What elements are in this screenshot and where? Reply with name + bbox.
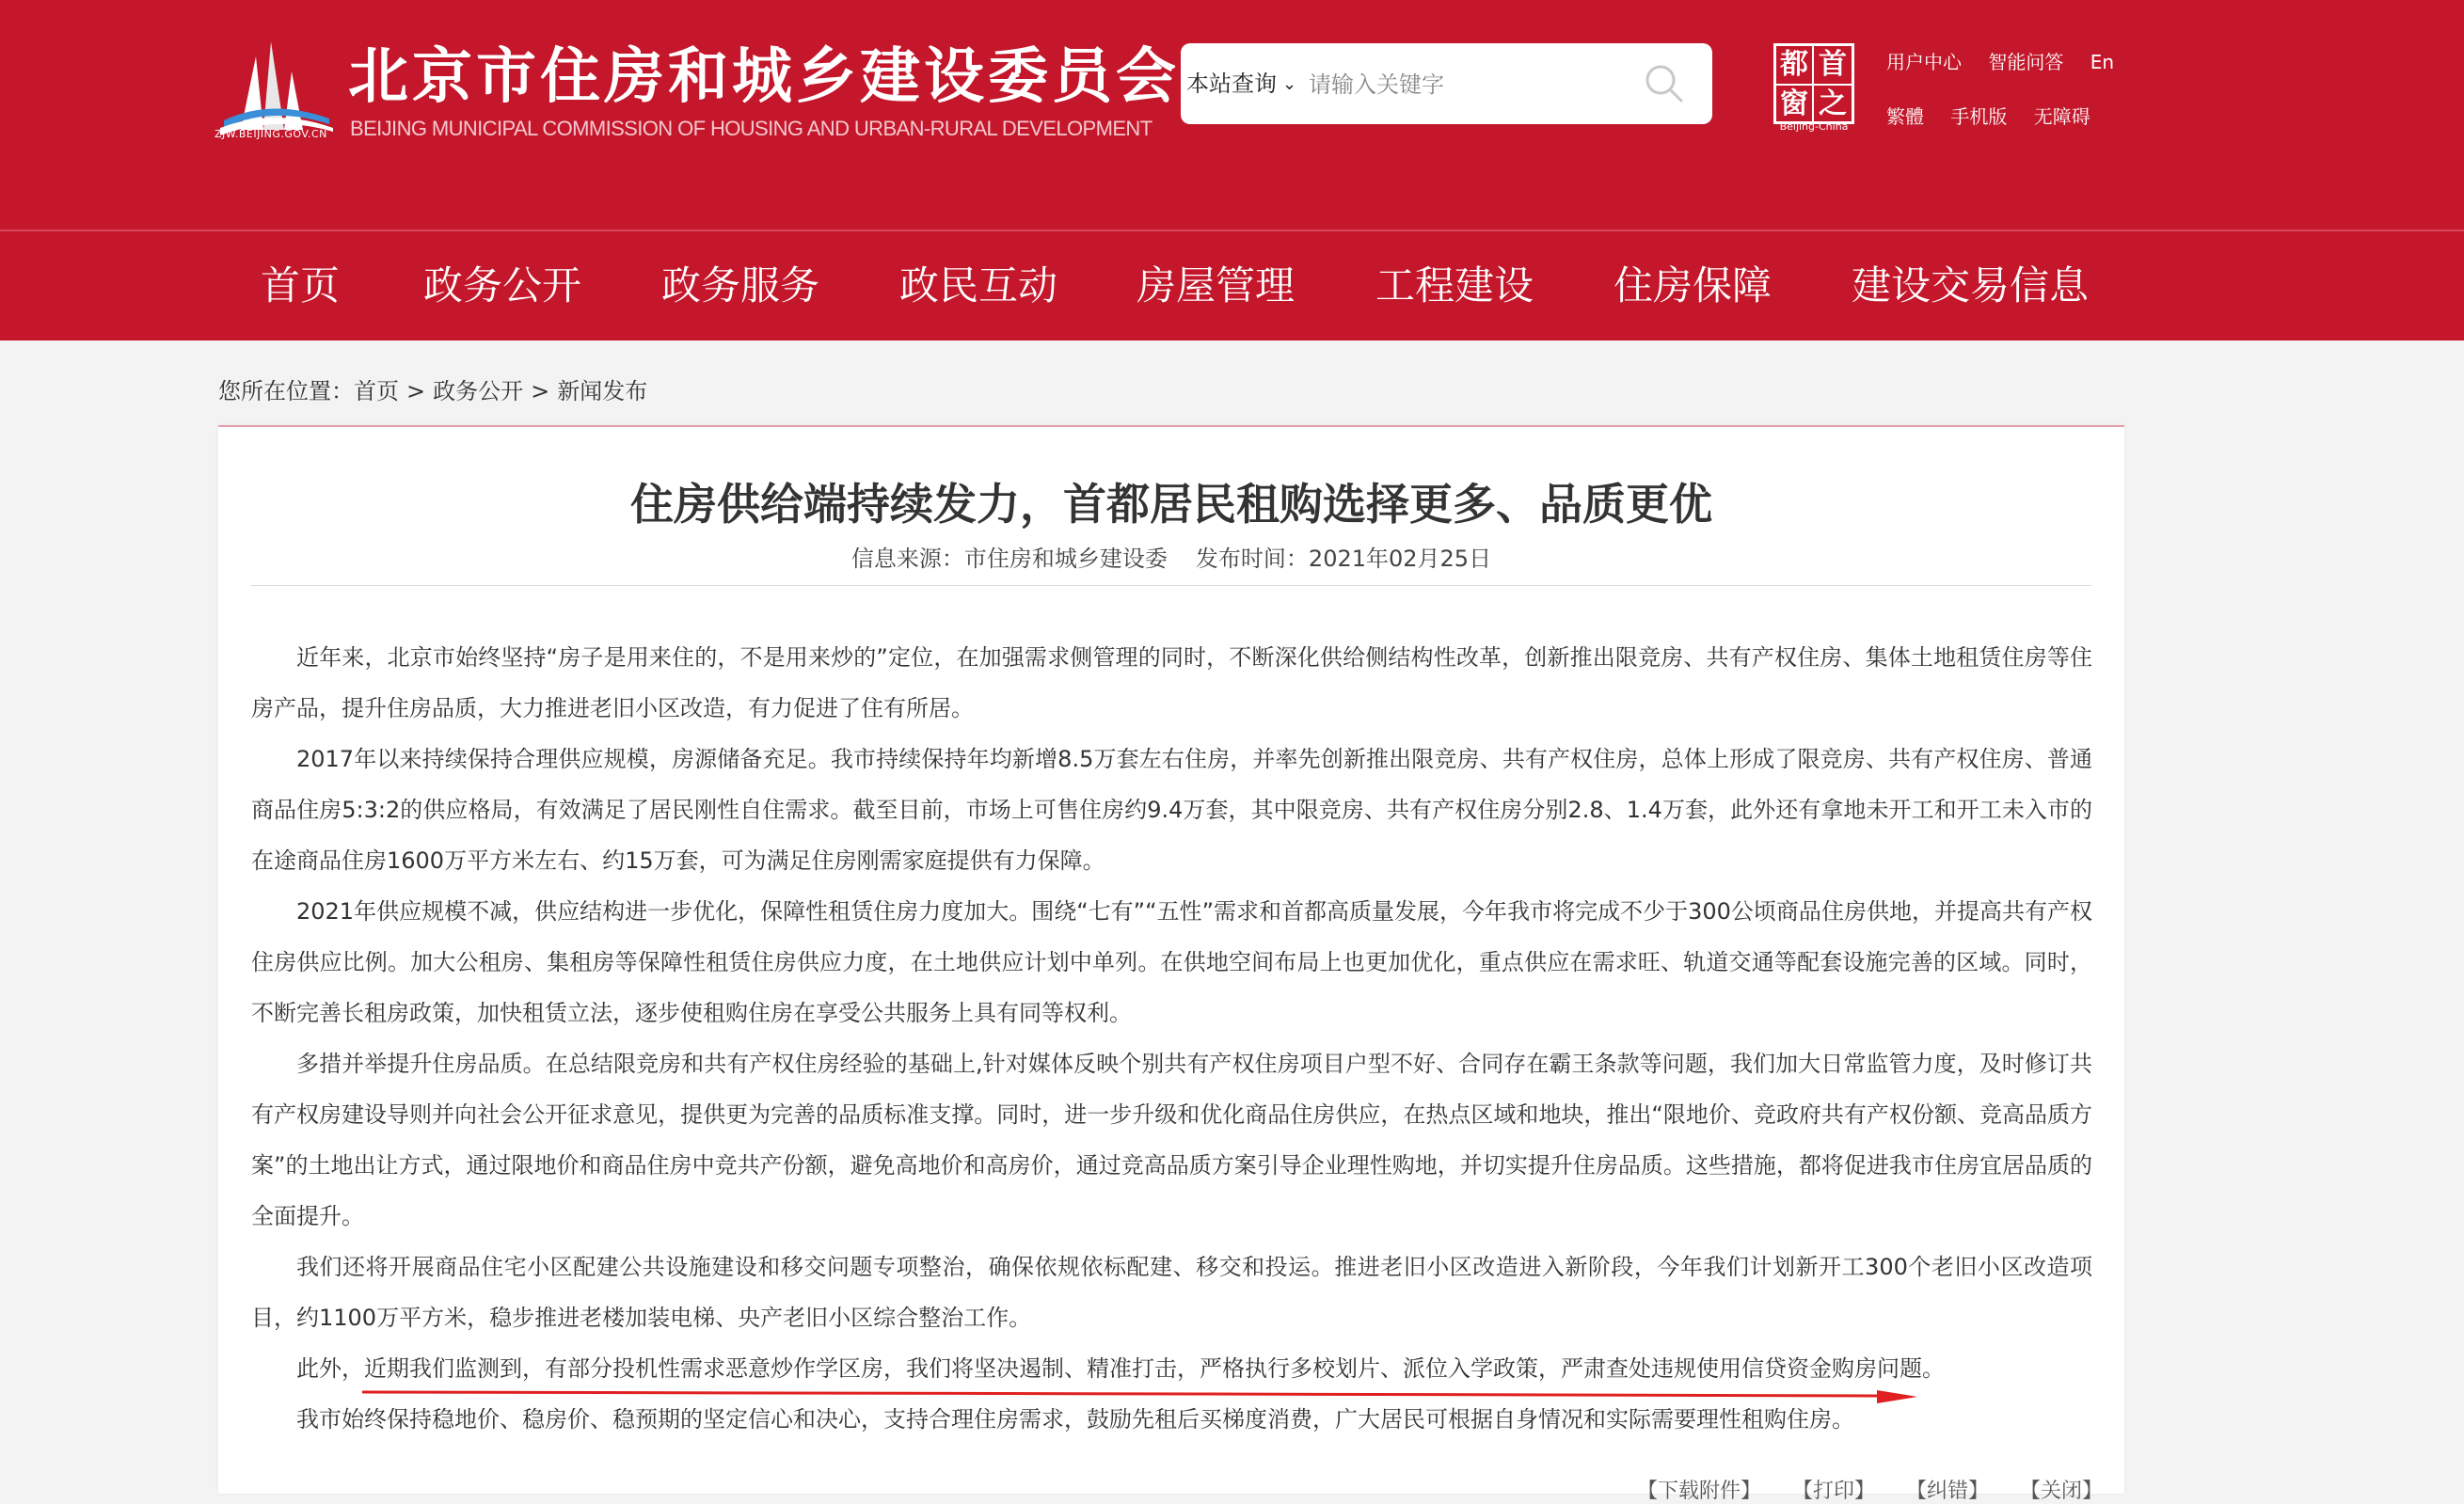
seal-char: 都 <box>1776 46 1814 86</box>
breadcrumb-separator: > <box>531 378 550 404</box>
capital-window-seal-logo[interactable] <box>1773 43 1854 124</box>
close-link[interactable]: 【关闭】 <box>2020 1480 2104 1503</box>
nav-item-government-affairs-public[interactable]: 政务公开 <box>423 262 582 309</box>
smart-qa-link[interactable]: 智能问答 <box>1988 51 2064 73</box>
nav-item-home[interactable]: 首页 <box>261 262 341 309</box>
chevron-down-icon: ⌄ <box>1282 74 1297 94</box>
meta-divider <box>251 585 2091 586</box>
accessibility-link[interactable]: 无障碍 <box>2033 105 2090 128</box>
breadcrumb-separator: > <box>406 378 426 404</box>
article-date: 发布时间：2021年02月25日 <box>1195 546 1492 572</box>
beijing-gov-logo-icon[interactable] <box>215 38 337 139</box>
nav-item-housing-management[interactable]: 房屋管理 <box>1137 262 1296 309</box>
nav-item-public-interaction[interactable]: 政民互动 <box>899 262 1058 309</box>
article-paragraph: 近年来，北京市始终坚持“房子是用来住的，不是用来炒的”定位，在加强需求侧管理的同时，不断深化供给侧结构性改革，创新推出限竞房、共有产权住房、集体土地租赁住房等住房产品，提升住房品质，大力推进老旧小区改造，有力促进了住有所居。 <box>251 644 2092 721</box>
article-title: 住房供给端持续发力，首都居民租购选择更多、品质更优 <box>630 479 1712 530</box>
seal-char: 首 <box>1814 46 1852 86</box>
article-paragraph: 我市始终保持稳地价、稳房价、稳预期的坚定信心和决心，支持合理住房需求，鼓励先租后买梯度消费，广大居民可根据自身情况和实际需要理性租购住房。 <box>296 1406 1854 1433</box>
nav-item-engineering-construction[interactable]: 工程建设 <box>1375 262 1534 309</box>
traditional-chinese-link[interactable]: 繁體 <box>1886 105 1924 128</box>
search-icon[interactable] <box>1643 62 1686 105</box>
article-panel <box>218 425 2124 1494</box>
article-paragraph: 2021年供应规模不减，供应结构进一步优化，保障性租赁住房力度加大。围绕“七有”“五性”需求和首都高质量发展，今年我市将完成不少于300公顷商品住房供地，并提高共有产权住房供应比例。加大公租房、集租房等保障性租赁住房供应力度，在土地供应计划中单列。在供地空间布局上也更加优化，重点供应在需求旺、轨道交通等配套设施完善的区域。同时，不断完善长租房政策，加快租赁立法，逐步使租购住房在享受公共服务上具有同等权利。 <box>251 898 2092 1026</box>
nav-item-housing-security[interactable]: 住房保障 <box>1614 262 1772 309</box>
article-paragraph: 多措并举提升住房品质。在总结限竞房和共有产权住房经验的基础上,针对媒体反映个别共有产权住房项目户型不好、合同存在霸王条款等问题，我们加大日常监管力度，及时修订共有产权房建设导则并向社会公开征求意见，提供更为完善的品质标准支撑。同时，进一步升级和优化商品住房供应，在热点区域和地块，推出“限地价、竞政府共有产权份额、竞高品质方案”的土地出让方式，通过限地价和商品住房中竞共产份额，避免高地价和高房价，通过竞高品质方案引导企业理性购地，并切实提升住房品质。这些措施，都将促进我市住房宜居品质的全面提升。 <box>251 1051 2092 1229</box>
seal-caption: Beijing-China <box>1779 120 1849 133</box>
article-meta <box>218 540 2124 573</box>
print-link[interactable]: 【打印】 <box>1792 1480 1876 1503</box>
breadcrumb-home[interactable]: 首页 <box>354 378 399 404</box>
breadcrumb-prefix: 您所在位置： <box>218 378 354 404</box>
site-header <box>0 0 2464 231</box>
site-subtitle: BEIJING MUNICIPAL COMMISSION OF HOUSING AND URBAN-RURAL DEVELOPMENT <box>350 117 1153 140</box>
mobile-version-link[interactable]: 手机版 <box>1950 105 2008 128</box>
search-scope-label: 本站查询 <box>1186 71 1277 97</box>
search-input[interactable] <box>1307 60 1630 109</box>
seal-char: 窗 <box>1776 86 1814 123</box>
article-paragraph-highlighted: 此外，近期我们监测到，有部分投机性需求恶意炒作学区房，我们将坚决遏制、精准打击，严格执行多校划片、派位入学政策，严肃查处违规使用信贷资金购房问题。 <box>296 1355 1945 1382</box>
site-title[interactable]: 北京市住房和城乡建设委员会 <box>348 42 1180 112</box>
article-bottom-links <box>1637 1475 2127 1504</box>
breadcrumb <box>218 372 647 405</box>
main-nav <box>0 231 2464 340</box>
search-box <box>1181 43 1712 124</box>
nav-item-government-services[interactable]: 政务服务 <box>661 262 820 309</box>
article-body <box>251 632 2092 1445</box>
nav-item-construction-trading-info[interactable]: 建设交易信息 <box>1852 262 2090 309</box>
article-source: 信息来源：市住房和城乡建设委 <box>850 546 1168 572</box>
user-center-link[interactable]: 用户中心 <box>1886 51 1962 73</box>
report-error-link[interactable]: 【纠错】 <box>1906 1480 1990 1503</box>
breadcrumb-government-affairs-public[interactable]: 政务公开 <box>433 378 524 404</box>
article-paragraph: 2017年以来持续保持合理供应规模，房源储备充足。我市持续保持年均新增8.5万套左右住房，并率先创新推出限竞房、共有产权住房，总体上形成了限竞房、共有产权住房、普通商品住房5:3:2的供应格局，有效满足了居民刚性自住需求。截至目前，市场上可售住房约9.4万套，其中限竞房、共有产权住房分别2.8、1.4万套，此外还有拿地未开工和开工未入市的在途商品住房1600万平方米左右、约15万套，可为满足住房刚需家庭提供有力保障。 <box>251 746 2092 874</box>
top-links-row-1 <box>1886 47 2135 74</box>
english-link[interactable]: En <box>2090 51 2115 73</box>
seal-char: 之 <box>1819 87 1847 120</box>
article-paragraph: 我们还将开展商品住宅小区配建公共设施建设和移交问题专项整治，确保依规依标配建、移交和投运。推进老旧小区改造进入新阶段，今年我们计划新开工300个老旧小区改造项目，约1100万平方米，稳步推进老楼加装电梯、央产老旧小区综合整治工作。 <box>251 1254 2092 1331</box>
search-scope-select[interactable] <box>1186 43 1296 124</box>
breadcrumb-news-release[interactable]: 新闻发布 <box>557 378 648 404</box>
download-attachment-link[interactable]: 【下载附件】 <box>1637 1480 1762 1503</box>
logo-domain-text: ZJW.BEIJING.GOV.CN <box>215 128 327 140</box>
red-underline-annotation <box>360 1386 1917 1405</box>
top-links-row-2 <box>1886 102 2111 129</box>
